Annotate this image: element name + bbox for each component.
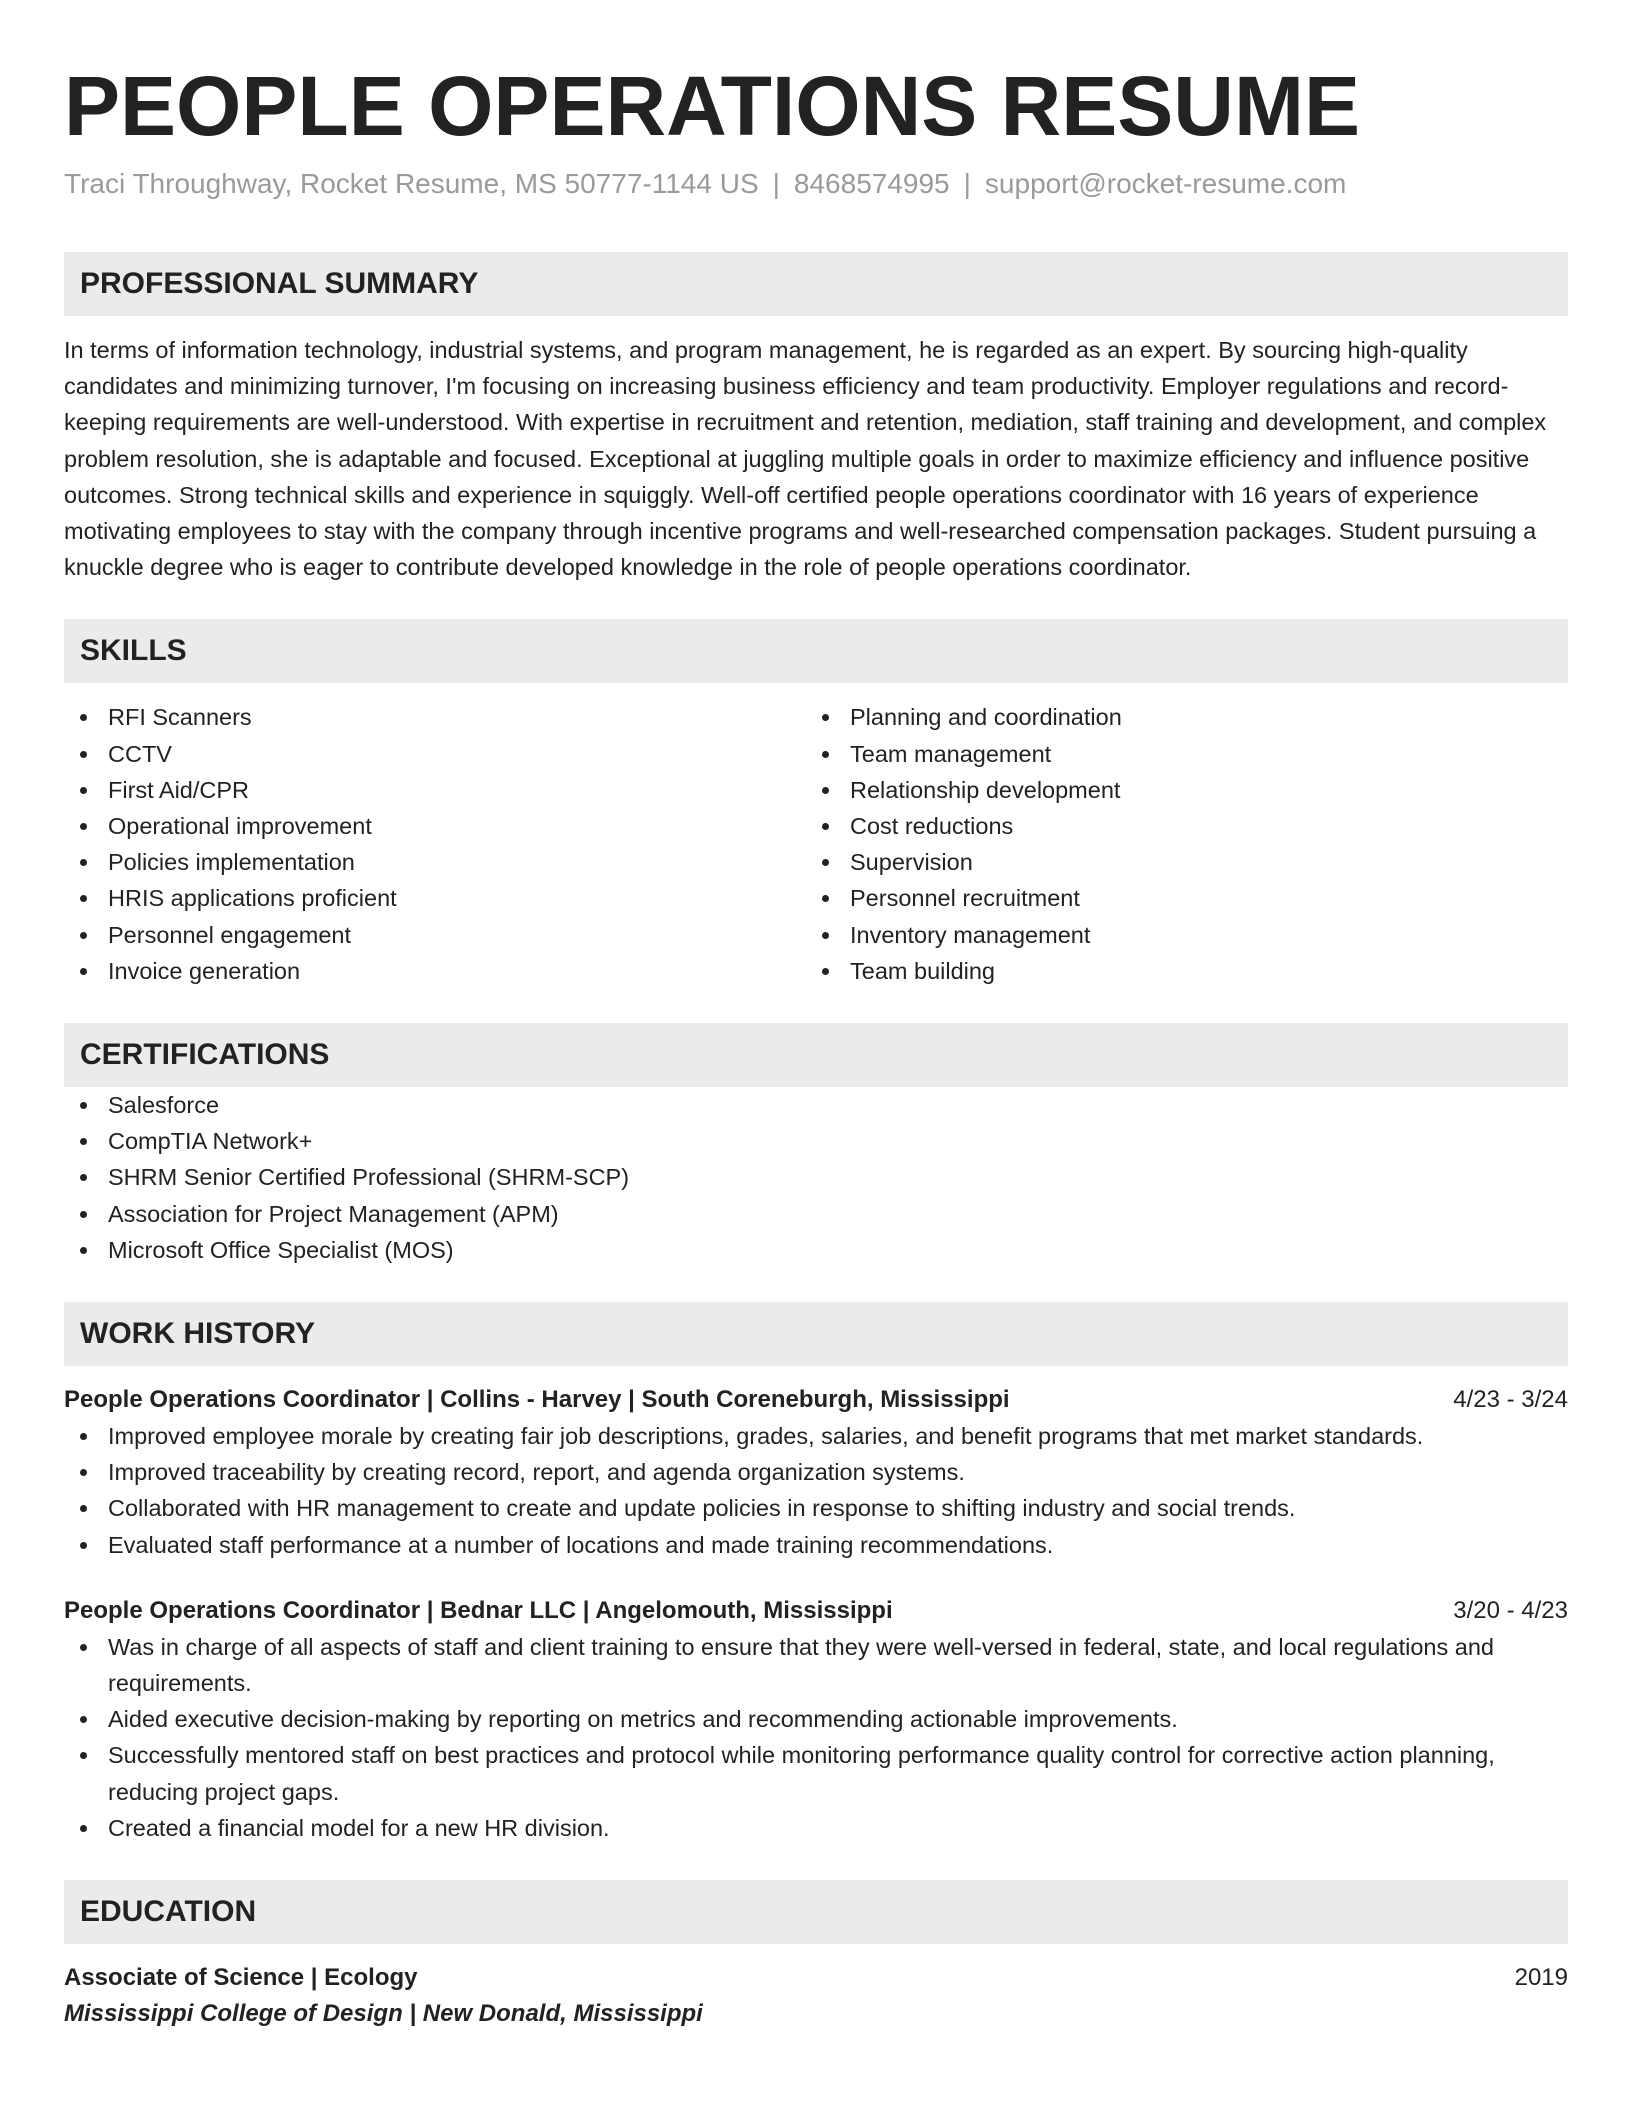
- skills-column-right: [806, 699, 1548, 989]
- education-heading: EDUCATION: [64, 1880, 1568, 1944]
- certifications-heading: CERTIFICATIONS: [64, 1023, 1568, 1087]
- contact-phone[interactable]: 8468574995: [793, 168, 950, 199]
- skill-item: RFI Scanners: [64, 699, 806, 735]
- certification-item: SHRM Senior Certified Professional (SHRM-SCP): [64, 1159, 1568, 1195]
- education-header: [64, 1960, 1568, 1996]
- skill-item: Personnel engagement: [64, 917, 806, 953]
- summary-text: In terms of information technology, industrial systems, and program management, he is regarded as an expert. By sourcing high-quality candidates and minimizing turnover, I'm focusing on increasing business efficiency and team productivity. Employer regulations and record-keeping requirements are well-understood. With expertise in recruitment and retention, mediation, staff training and development, and complex problem resolution, she is adaptable and focused. Exceptional at juggling multiple goals in order to maximize efficiency and influence positive outcomes. Strong technical skills and experience in squiggly. Well-off certified people operations coordinator with 16 years of experience motivating employees to stay with the company through incentive programs and well-researched compensation packages. Student pursuing a knuckle degree who is eager to contribute developed knowledge in the role of people operations coordinator.: [64, 337, 1547, 581]
- skill-item: Supervision: [806, 844, 1548, 880]
- skill-item: HRIS applications proficient: [64, 880, 806, 916]
- skill-item: Cost reductions: [806, 808, 1548, 844]
- job-title: People Operations Coordinator | Collins - Harvey | South Coreneburgh, Mississippi: [64, 1386, 1010, 1414]
- skill-item: Planning and coordination: [806, 699, 1548, 735]
- job-header: [64, 1593, 1568, 1629]
- job-bullet: Was in charge of all aspects of staff and client training to ensure that they were well-versed in federal, state, and local regulations and requirements.: [64, 1629, 1568, 1701]
- skill-item: Invoice generation: [64, 953, 806, 989]
- skills-columns: [64, 699, 1568, 989]
- job-title: People Operations Coordinator | Bednar LLC | Angelomouth, Mississippi: [64, 1596, 893, 1624]
- skill-item: Team building: [806, 953, 1548, 989]
- skills-column-left: [64, 699, 806, 989]
- job-header: [64, 1382, 1568, 1418]
- job-bullets: [64, 1629, 1568, 1846]
- skill-item: Team management: [806, 736, 1548, 772]
- job-dates: 3/20 - 4/23: [1453, 1596, 1568, 1624]
- job-dates: 4/23 - 3/24: [1453, 1386, 1568, 1414]
- certification-item: Microsoft Office Specialist (MOS): [64, 1232, 1568, 1268]
- education-degree: Associate of Science | Ecology: [64, 1964, 418, 1992]
- education-year: 2019: [1514, 1964, 1568, 1992]
- certification-item: CompTIA Network+: [64, 1123, 1568, 1159]
- skill-item: Policies implementation: [64, 844, 806, 880]
- resume-title: PEOPLE OPERATIONS RESUME: [64, 59, 1360, 153]
- job-bullets: [64, 1418, 1568, 1563]
- job-bullet: Improved traceability by creating record, report, and agenda organization systems.: [64, 1454, 1568, 1490]
- certifications-list: [64, 1087, 1568, 1268]
- job-bullet: Aided executive decision-making by reporting on metrics and recommending actionable improvements.: [64, 1701, 1568, 1737]
- contact-address: Traci Throughway, Rocket Resume, MS 50777-1144 US: [64, 168, 759, 199]
- skill-item: Operational improvement: [64, 808, 806, 844]
- job-bullet: Created a financial model for a new HR division.: [64, 1810, 1568, 1846]
- skill-item: Relationship development: [806, 772, 1548, 808]
- contact-separator: |: [772, 168, 780, 199]
- resume-page: [64, 0, 1568, 2032]
- job-bullet: Improved employee morale by creating fair job descriptions, grades, salaries, and benefit programs that met market standards.: [64, 1418, 1568, 1454]
- skill-item: CCTV: [64, 736, 806, 772]
- certification-item: Salesforce: [64, 1087, 1568, 1123]
- skill-item: Inventory management: [806, 917, 1548, 953]
- skill-item: First Aid/CPR: [64, 772, 806, 808]
- work-history-heading: WORK HISTORY: [64, 1302, 1568, 1366]
- skill-item: Personnel recruitment: [806, 880, 1548, 916]
- education-school: Mississippi College of Design | New Donald, Mississippi: [64, 2000, 703, 2028]
- job-bullet: Collaborated with HR management to create and update policies in response to shifting industry and social trends.: [64, 1490, 1568, 1526]
- job-bullet: Evaluated staff performance at a number of locations and made training recommendations.: [64, 1527, 1568, 1563]
- contact-email[interactable]: support@rocket-resume.com: [984, 168, 1347, 199]
- contact-separator: |: [963, 168, 971, 199]
- contact-line: [64, 166, 1568, 202]
- summary-heading: PROFESSIONAL SUMMARY: [64, 252, 1568, 316]
- certification-item: Association for Project Management (APM): [64, 1196, 1568, 1232]
- job-bullet: Successfully mentored staff on best practices and protocol while monitoring performance quality control for corrective action planning, reducing project gaps.: [64, 1737, 1568, 1809]
- skills-heading: SKILLS: [64, 619, 1568, 683]
